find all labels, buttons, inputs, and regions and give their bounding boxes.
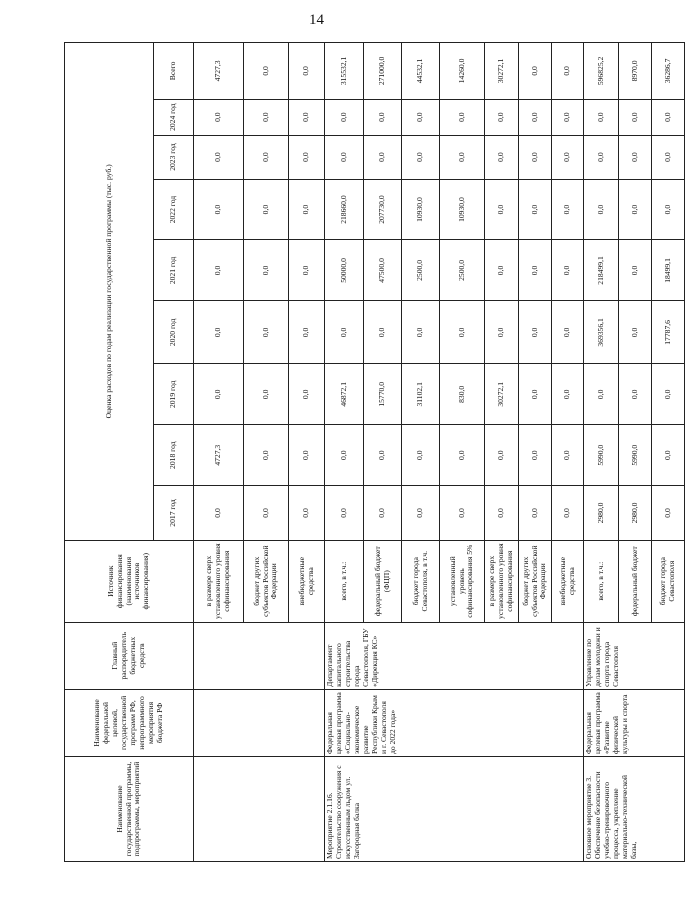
value-cell: 2500,0 <box>440 240 485 301</box>
header-year: 2023 год <box>154 135 194 179</box>
value-cell: 0,0 <box>552 99 584 135</box>
value-cell: 0,0 <box>519 240 552 301</box>
total-cell: 8970,0 <box>619 43 652 100</box>
value-cell: 0,0 <box>402 99 440 135</box>
value-cell: 218660,0 <box>325 179 364 240</box>
header-source: Источник финансирования (наименования источников финансирования) <box>65 540 194 622</box>
value-cell: 0,0 <box>194 240 244 301</box>
main-measure-manager: Управление по делам молодежи и спорта города Севастополя <box>584 622 685 689</box>
total-cell: 14260,0 <box>440 43 485 100</box>
main-measure-name: Основное мероприятие 3. Обеспечение безопасности учебно-тренировочного процесса, укрепление материально-технической базы, <box>584 757 685 862</box>
value-cell: 2980,0 <box>619 486 652 541</box>
header-manager: Главный распорядитель бюджетных средств <box>65 622 194 689</box>
source-cell: внебюджетные средства <box>289 540 325 622</box>
value-cell: 18499,1 <box>652 240 685 301</box>
source-cell: бюджет города Севастополя, в т.ч. <box>402 540 440 622</box>
value-cell: 0,0 <box>652 425 685 486</box>
header-year: 2021 год <box>154 240 194 301</box>
value-cell: 0,0 <box>364 135 402 179</box>
rotated-table-wrapper <box>64 42 676 862</box>
value-cell: 0,0 <box>440 425 485 486</box>
value-cell: 0,0 <box>652 99 685 135</box>
value-cell: 0,0 <box>289 425 325 486</box>
total-cell: 0,0 <box>244 43 289 100</box>
page-number: 14 <box>309 12 324 28</box>
value-cell: 0,0 <box>289 179 325 240</box>
value-cell: 0,0 <box>485 425 519 486</box>
value-cell: 2500,0 <box>402 240 440 301</box>
value-cell: 0,0 <box>244 179 289 240</box>
value-cell: 0,0 <box>289 486 325 541</box>
value-cell: 0,0 <box>289 99 325 135</box>
value-cell: 0,0 <box>402 425 440 486</box>
header-name: Наименование государственной программы, подпрограммы, мероприятий <box>65 757 194 862</box>
source-cell: всего, в т.ч.: <box>325 540 364 622</box>
source-cell: внебюджетные средства <box>552 540 584 622</box>
value-cell: 0,0 <box>244 364 289 425</box>
measure-name: Мероприятие 2.1.16. Строительство сооружения с искусственным льдом ул. Загородная балка <box>325 757 584 862</box>
total-cell: 36286,7 <box>652 43 685 100</box>
header-year: 2022 год <box>154 179 194 240</box>
group-name-cell <box>194 757 325 862</box>
value-cell: 47500,0 <box>364 240 402 301</box>
value-cell: 0,0 <box>519 99 552 135</box>
source-cell: установленный уровень софинансирования 5% <box>440 540 485 622</box>
value-cell: 0,0 <box>519 179 552 240</box>
value-cell: 0,0 <box>440 486 485 541</box>
value-cell: 0,0 <box>552 364 584 425</box>
group-manager-cell <box>194 622 325 689</box>
value-cell: 0,0 <box>485 135 519 179</box>
value-cell: 0,0 <box>519 301 552 364</box>
value-cell: 0,0 <box>364 425 402 486</box>
value-cell: 0,0 <box>325 99 364 135</box>
source-cell: в размере сверх установленного уровня софинансирования <box>485 540 519 622</box>
header-year: 2020 год <box>154 301 194 364</box>
header-total: Всего <box>154 43 194 100</box>
value-cell: 15770,0 <box>364 364 402 425</box>
value-cell: 0,0 <box>552 135 584 179</box>
total-cell: 271000,0 <box>364 43 402 100</box>
source-cell: в размере сверх установленного уровня софинансирования <box>194 540 244 622</box>
total-cell: 0,0 <box>519 43 552 100</box>
value-cell: 2980,0 <box>584 486 619 541</box>
value-cell: 0,0 <box>519 486 552 541</box>
value-cell: 0,0 <box>552 425 584 486</box>
value-cell: 30272,1 <box>485 364 519 425</box>
budget-table <box>64 42 685 862</box>
total-cell: 315532,1 <box>325 43 364 100</box>
value-cell: 0,0 <box>194 179 244 240</box>
header-program: Наименование федеральной целевой, государственной программ РФ, непрограммного мероприятия бюджета РФ <box>65 689 194 756</box>
value-cell: 0,0 <box>519 425 552 486</box>
source-cell: бюджет других субъектов Российской Федерации <box>244 540 289 622</box>
value-cell: 0,0 <box>402 486 440 541</box>
value-cell: 0,0 <box>325 135 364 179</box>
value-cell: 0,0 <box>584 179 619 240</box>
header-year: 2024 год <box>154 99 194 135</box>
value-cell: 0,0 <box>584 99 619 135</box>
value-cell: 0,0 <box>485 486 519 541</box>
value-cell: 0,0 <box>244 425 289 486</box>
value-cell: 0,0 <box>194 99 244 135</box>
source-cell: федеральный бюджет (ФЦП) <box>364 540 402 622</box>
value-cell: 0,0 <box>244 135 289 179</box>
value-cell: 0,0 <box>619 179 652 240</box>
measure-manager: Департамент капитального строительства города Севастополя, ГБУ «Дирекция КС» <box>325 622 584 689</box>
value-cell: 0,0 <box>552 486 584 541</box>
value-cell: 0,0 <box>652 364 685 425</box>
value-cell: 0,0 <box>440 99 485 135</box>
source-cell: бюджет города Севастополя <box>652 540 685 622</box>
value-cell: 0,0 <box>289 364 325 425</box>
value-cell: 0,0 <box>194 364 244 425</box>
value-cell: 0,0 <box>194 135 244 179</box>
value-cell: 0,0 <box>402 301 440 364</box>
value-cell: 0,0 <box>619 240 652 301</box>
total-cell: 30272,1 <box>485 43 519 100</box>
value-cell: 0,0 <box>485 99 519 135</box>
value-cell: 0,0 <box>402 135 440 179</box>
value-cell: 10930,0 <box>440 179 485 240</box>
value-cell: 0,0 <box>325 301 364 364</box>
source-cell: бюджет других субъектов Российской Федерации <box>519 540 552 622</box>
main-measure-program: Федеральная целевая программа «Развитие физической культуры и спорта <box>584 689 685 756</box>
value-cell: 0,0 <box>619 99 652 135</box>
value-cell: 0,0 <box>485 179 519 240</box>
value-cell: 0,0 <box>584 364 619 425</box>
value-cell: 830,0 <box>440 364 485 425</box>
value-cell: 0,0 <box>552 240 584 301</box>
source-cell: федеральный бюджет <box>619 540 652 622</box>
value-cell: 0,0 <box>584 135 619 179</box>
value-cell: 0,0 <box>519 135 552 179</box>
value-cell: 0,0 <box>364 99 402 135</box>
value-cell: 0,0 <box>485 240 519 301</box>
header-estimate: Оценка расходов по годам реализации государственной программы (тыс. руб.) <box>65 43 154 541</box>
value-cell: 0,0 <box>485 301 519 364</box>
value-cell: 369356,1 <box>584 301 619 364</box>
value-cell: 31102,1 <box>402 364 440 425</box>
value-cell: 0,0 <box>289 301 325 364</box>
value-cell: 0,0 <box>244 301 289 364</box>
measure-program: Федеральная целевая программа «Социально-экономическое развитие Республики Крым и г. Севастополя до 2022 года» <box>325 689 584 756</box>
value-cell: 5990,0 <box>584 425 619 486</box>
value-cell: 0,0 <box>325 486 364 541</box>
value-cell: 0,0 <box>244 240 289 301</box>
value-cell: 46872,1 <box>325 364 364 425</box>
value-cell: 50000,0 <box>325 240 364 301</box>
value-cell: 218499,1 <box>584 240 619 301</box>
value-cell: 0,0 <box>652 135 685 179</box>
source-cell: всего, в т.ч.: <box>584 540 619 622</box>
value-cell: 0,0 <box>519 364 552 425</box>
value-cell: 5990,0 <box>619 425 652 486</box>
value-cell: 0,0 <box>194 486 244 541</box>
value-cell: 207730,0 <box>364 179 402 240</box>
value-cell: 0,0 <box>325 425 364 486</box>
value-cell: 0,0 <box>652 486 685 541</box>
header-year: 2018 год <box>154 425 194 486</box>
value-cell: 0,0 <box>440 301 485 364</box>
total-cell: 596825,2 <box>584 43 619 100</box>
value-cell: 0,0 <box>289 135 325 179</box>
value-cell: 0,0 <box>652 179 685 240</box>
header-year: 2017 год <box>154 486 194 541</box>
value-cell: 0,0 <box>440 135 485 179</box>
total-cell: 0,0 <box>289 43 325 100</box>
value-cell: 0,0 <box>244 99 289 135</box>
value-cell: 4727,3 <box>194 425 244 486</box>
value-cell: 0,0 <box>289 240 325 301</box>
value-cell: 0,0 <box>364 486 402 541</box>
value-cell: 17787,6 <box>652 301 685 364</box>
value-cell: 0,0 <box>619 364 652 425</box>
total-cell: 44532,1 <box>402 43 440 100</box>
value-cell: 0,0 <box>619 135 652 179</box>
value-cell: 0,0 <box>552 301 584 364</box>
value-cell: 0,0 <box>194 301 244 364</box>
header-year: 2019 год <box>154 364 194 425</box>
value-cell: 0,0 <box>364 301 402 364</box>
value-cell: 0,0 <box>244 486 289 541</box>
value-cell: 0,0 <box>552 179 584 240</box>
value-cell: 0,0 <box>619 301 652 364</box>
total-cell: 4727,3 <box>194 43 244 100</box>
total-cell: 0,0 <box>552 43 584 100</box>
group-program-cell <box>194 689 325 756</box>
value-cell: 10930,0 <box>402 179 440 240</box>
